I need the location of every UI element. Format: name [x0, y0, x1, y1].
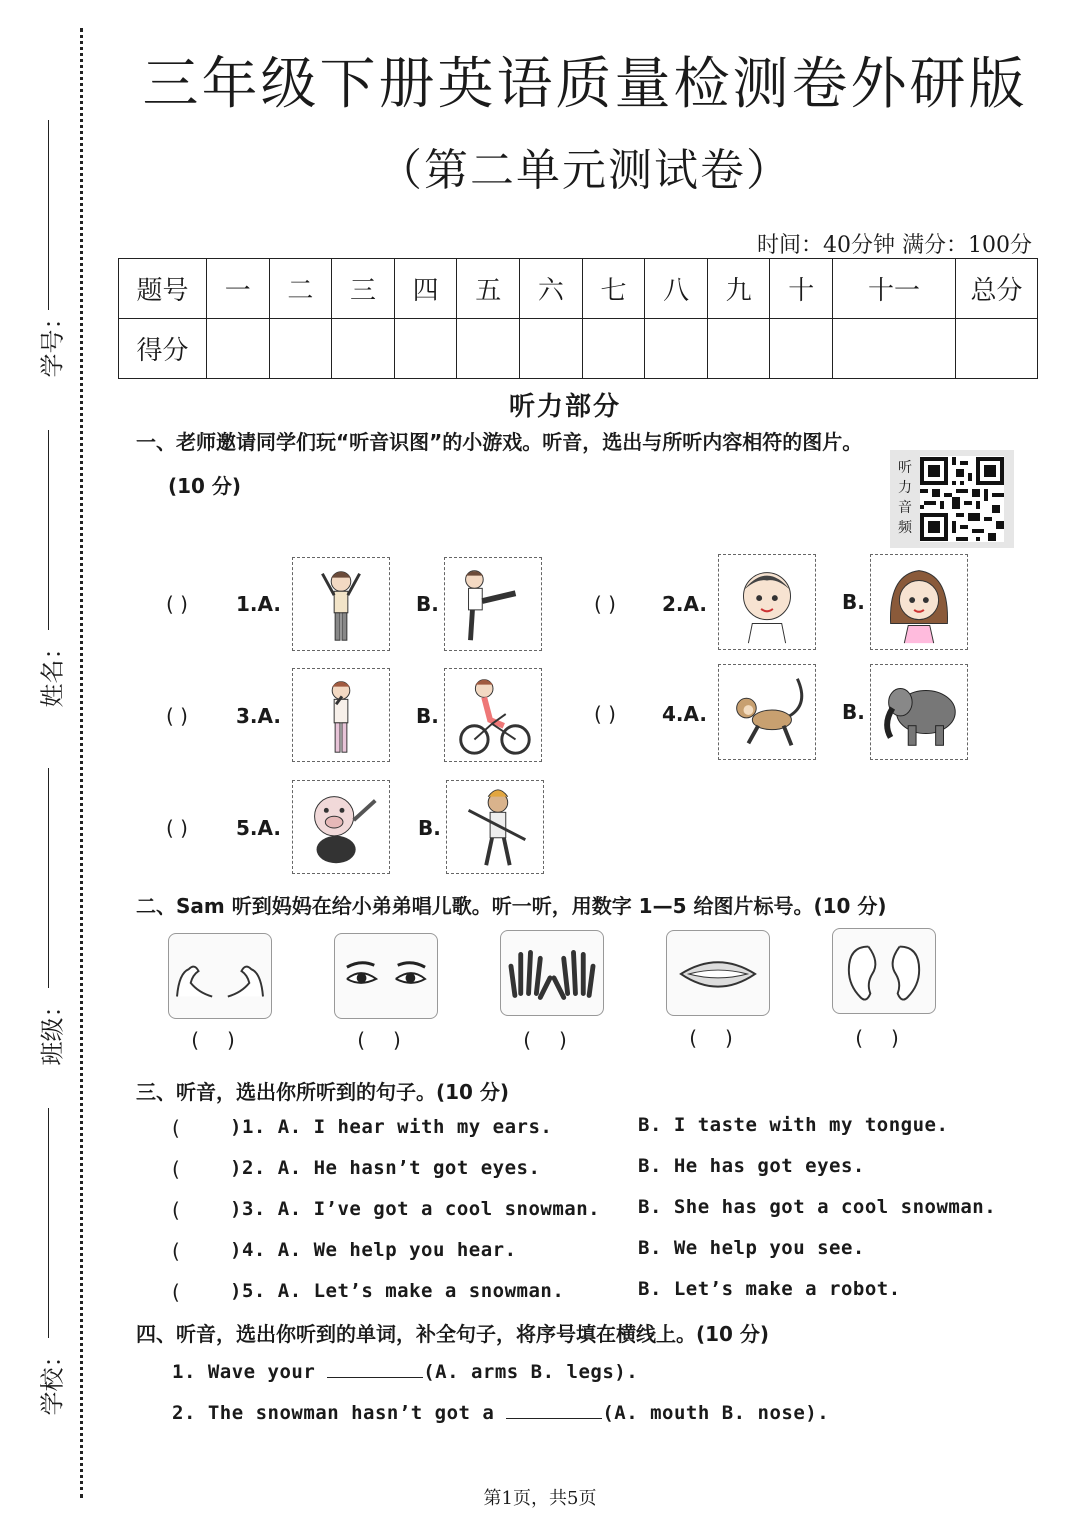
- school-label: 学校：: [38, 1343, 67, 1416]
- answer-paren[interactable]: (): [357, 1028, 429, 1052]
- answer-blank[interactable]: [506, 1401, 602, 1419]
- score-col: 五: [457, 259, 520, 319]
- q3-option-b: B. Let’s make a robot.: [638, 1278, 901, 1300]
- item-number: [662, 702, 707, 726]
- name-field[interactable]: [22, 430, 67, 708]
- item-number-text: 4.: [662, 702, 684, 726]
- option-a-label: A.: [683, 702, 707, 726]
- score-cell[interactable]: [770, 319, 833, 379]
- q4-row-text: 1. Wave your: [172, 1361, 316, 1383]
- q2-instruction: 二、Sam 听到妈妈在给小弟弟唱儿歌。听一听，用数字 1—5 给图片标号。(10 分): [136, 894, 887, 918]
- item-number-text: 3.: [236, 704, 258, 728]
- picture-girl-face[interactable]: [870, 554, 968, 650]
- ears-icon: [833, 929, 935, 1013]
- score-col: 八: [645, 259, 708, 319]
- option-a-label: A.: [257, 704, 281, 728]
- name-label: 姓名：: [38, 635, 67, 708]
- answer-blank[interactable]: [327, 1360, 423, 1378]
- item-number-text: 1.: [236, 592, 258, 616]
- exam-meta: 时间：40分钟 满分：100分: [757, 233, 1032, 258]
- monkey-king-icon: [447, 781, 543, 873]
- option-b-label: B.: [418, 816, 441, 840]
- student-number-field[interactable]: [22, 120, 67, 380]
- score-table-row-label: 题号: [119, 259, 207, 319]
- answer-paren[interactable]: (: [172, 1116, 180, 1140]
- answer-paren[interactable]: (): [855, 1026, 927, 1050]
- binding-dotted-line: [80, 28, 83, 1498]
- item-number: [662, 592, 707, 616]
- score-col-total: 总分: [956, 259, 1038, 319]
- score-col: 九: [707, 259, 770, 319]
- score-table: [118, 258, 1038, 379]
- answer-paren[interactable]: (): [523, 1028, 595, 1052]
- card-mouth[interactable]: [666, 930, 770, 1016]
- option-a-label: A.: [257, 592, 281, 616]
- school-field[interactable]: [22, 1108, 67, 1416]
- card-eyes[interactable]: [334, 933, 438, 1019]
- option-b-label: B.: [416, 704, 439, 728]
- picture-elephant[interactable]: [870, 664, 968, 760]
- score-cell[interactable]: [582, 319, 645, 379]
- arms-icon: [169, 934, 271, 1018]
- score-col: 七: [582, 259, 645, 319]
- item-number: [236, 592, 281, 616]
- boy-kicking-icon: [445, 558, 541, 650]
- answer-paren[interactable]: ( ): [594, 592, 616, 616]
- item-number: [236, 704, 281, 728]
- qr-code-icon: [920, 456, 1004, 542]
- elephant-icon: [871, 665, 967, 759]
- item-number: [236, 816, 281, 840]
- page-subtitle: （第二单元测试卷）: [378, 145, 792, 196]
- answer-paren[interactable]: ( ): [166, 816, 188, 840]
- score-cell[interactable]: [269, 319, 332, 379]
- answer-paren[interactable]: (: [172, 1280, 180, 1304]
- score-col: 十一: [833, 259, 956, 319]
- mouth-icon: [667, 931, 769, 1015]
- q3-option-a: )5. A. Let’s make a snowman.: [230, 1280, 565, 1302]
- answer-paren[interactable]: (): [689, 1026, 761, 1050]
- score-col: 二: [269, 259, 332, 319]
- class-label: 班级：: [38, 993, 67, 1066]
- listening-section-title: 听力部分: [508, 392, 621, 422]
- item-number-text: 5.: [236, 816, 258, 840]
- qr-label: 听力音频: [898, 460, 912, 536]
- q4-row: [172, 1401, 829, 1424]
- q3-option-b: B. He has got eyes.: [638, 1155, 865, 1177]
- answer-paren[interactable]: (): [191, 1028, 263, 1052]
- boy-face-icon: [719, 555, 815, 649]
- q1-instruction: 一、老师邀请同学们玩“听音识图”的小游戏。听音，选出与所听内容相符的图片。: [136, 430, 863, 454]
- page-footer: 第1页，共5页: [483, 1488, 597, 1509]
- card-hands[interactable]: [500, 930, 604, 1016]
- option-a-label: A.: [683, 592, 707, 616]
- picture-boy-kicking[interactable]: [444, 557, 542, 651]
- score-table-score-row: [119, 319, 1038, 379]
- qr-code-block[interactable]: [890, 450, 1014, 548]
- score-table-row-label: 得分: [119, 319, 207, 379]
- answer-paren[interactable]: (: [172, 1239, 180, 1263]
- q3-instruction: 三、听音，选出你所听到的句子。(10 分): [136, 1080, 510, 1104]
- card-ears[interactable]: [832, 928, 936, 1014]
- q3-option-b: B. She has got a cool snowman.: [638, 1196, 997, 1218]
- q4-row-options: (A. mouth B. nose).: [602, 1402, 830, 1424]
- answer-paren[interactable]: (: [172, 1198, 180, 1222]
- picture-pig[interactable]: [292, 780, 390, 874]
- picture-girl-arms-up[interactable]: [292, 557, 390, 651]
- picture-girl-eating[interactable]: [292, 668, 390, 762]
- q3-option-a: )2. A. He hasn’t got eyes.: [230, 1157, 541, 1179]
- picture-girl-cycling[interactable]: [444, 668, 542, 762]
- q1-points: (10 分): [168, 474, 242, 498]
- option-b-label: B.: [416, 592, 439, 616]
- q3-option-a: )3. A. I’ve got a cool snowman.: [230, 1198, 601, 1220]
- page-title: 三年级下册英语质量检测卷外研版: [142, 52, 1028, 117]
- score-col: 十: [770, 259, 833, 319]
- q4-instruction: 四、听音，选出你听到的单词，补全句子，将序号填在横线上。(10 分): [136, 1322, 770, 1346]
- q3-option-b: B. We help you see.: [638, 1237, 865, 1259]
- hands-icon: [501, 931, 603, 1015]
- q3-option-b: B. I taste with my tongue.: [638, 1114, 949, 1136]
- score-cell[interactable]: [457, 319, 520, 379]
- item-number-text: 2.: [662, 592, 684, 616]
- score-cell[interactable]: [833, 319, 956, 379]
- score-col: 六: [520, 259, 583, 319]
- score-cell[interactable]: [520, 319, 583, 379]
- answer-paren[interactable]: ( ): [594, 702, 616, 726]
- picture-monkey-king[interactable]: [446, 780, 544, 874]
- answer-paren[interactable]: ( ): [166, 592, 188, 616]
- class-field[interactable]: [22, 768, 67, 1068]
- answer-paren[interactable]: (: [172, 1157, 180, 1181]
- score-cell-total[interactable]: [956, 319, 1038, 379]
- answer-paren[interactable]: ( ): [166, 704, 188, 728]
- card-arms[interactable]: [168, 933, 272, 1019]
- option-a-label: A.: [257, 816, 281, 840]
- score-cell[interactable]: [707, 319, 770, 379]
- girl-cycling-icon: [445, 669, 541, 761]
- q3-option-a: )1. A. I hear with my ears.: [230, 1116, 553, 1138]
- q4-row-options: (A. arms B. legs).: [423, 1361, 639, 1383]
- option-b-label: B.: [842, 700, 865, 724]
- score-cell[interactable]: [332, 319, 395, 379]
- girl-arms-up-icon: [293, 558, 389, 650]
- monkey-icon: [719, 665, 815, 759]
- student-number-label: 学号：: [38, 305, 67, 378]
- q4-row-text: 2. The snowman hasn’t got a: [172, 1402, 495, 1424]
- girl-face-icon: [871, 555, 967, 649]
- option-b-label: B.: [842, 590, 865, 614]
- picture-boy-face[interactable]: [718, 554, 816, 650]
- score-cell[interactable]: [645, 319, 708, 379]
- pig-icon: [293, 781, 389, 873]
- girl-eating-icon: [293, 669, 389, 761]
- q3-option-a: )4. A. We help you hear.: [230, 1239, 517, 1261]
- score-col: 一: [207, 259, 270, 319]
- picture-monkey[interactable]: [718, 664, 816, 760]
- score-cell[interactable]: [207, 319, 270, 379]
- eyes-icon: [335, 934, 437, 1018]
- score-table-header-row: [119, 259, 1038, 319]
- score-col: 四: [394, 259, 457, 319]
- score-cell[interactable]: [394, 319, 457, 379]
- score-col: 三: [332, 259, 395, 319]
- q4-row: [172, 1360, 638, 1383]
